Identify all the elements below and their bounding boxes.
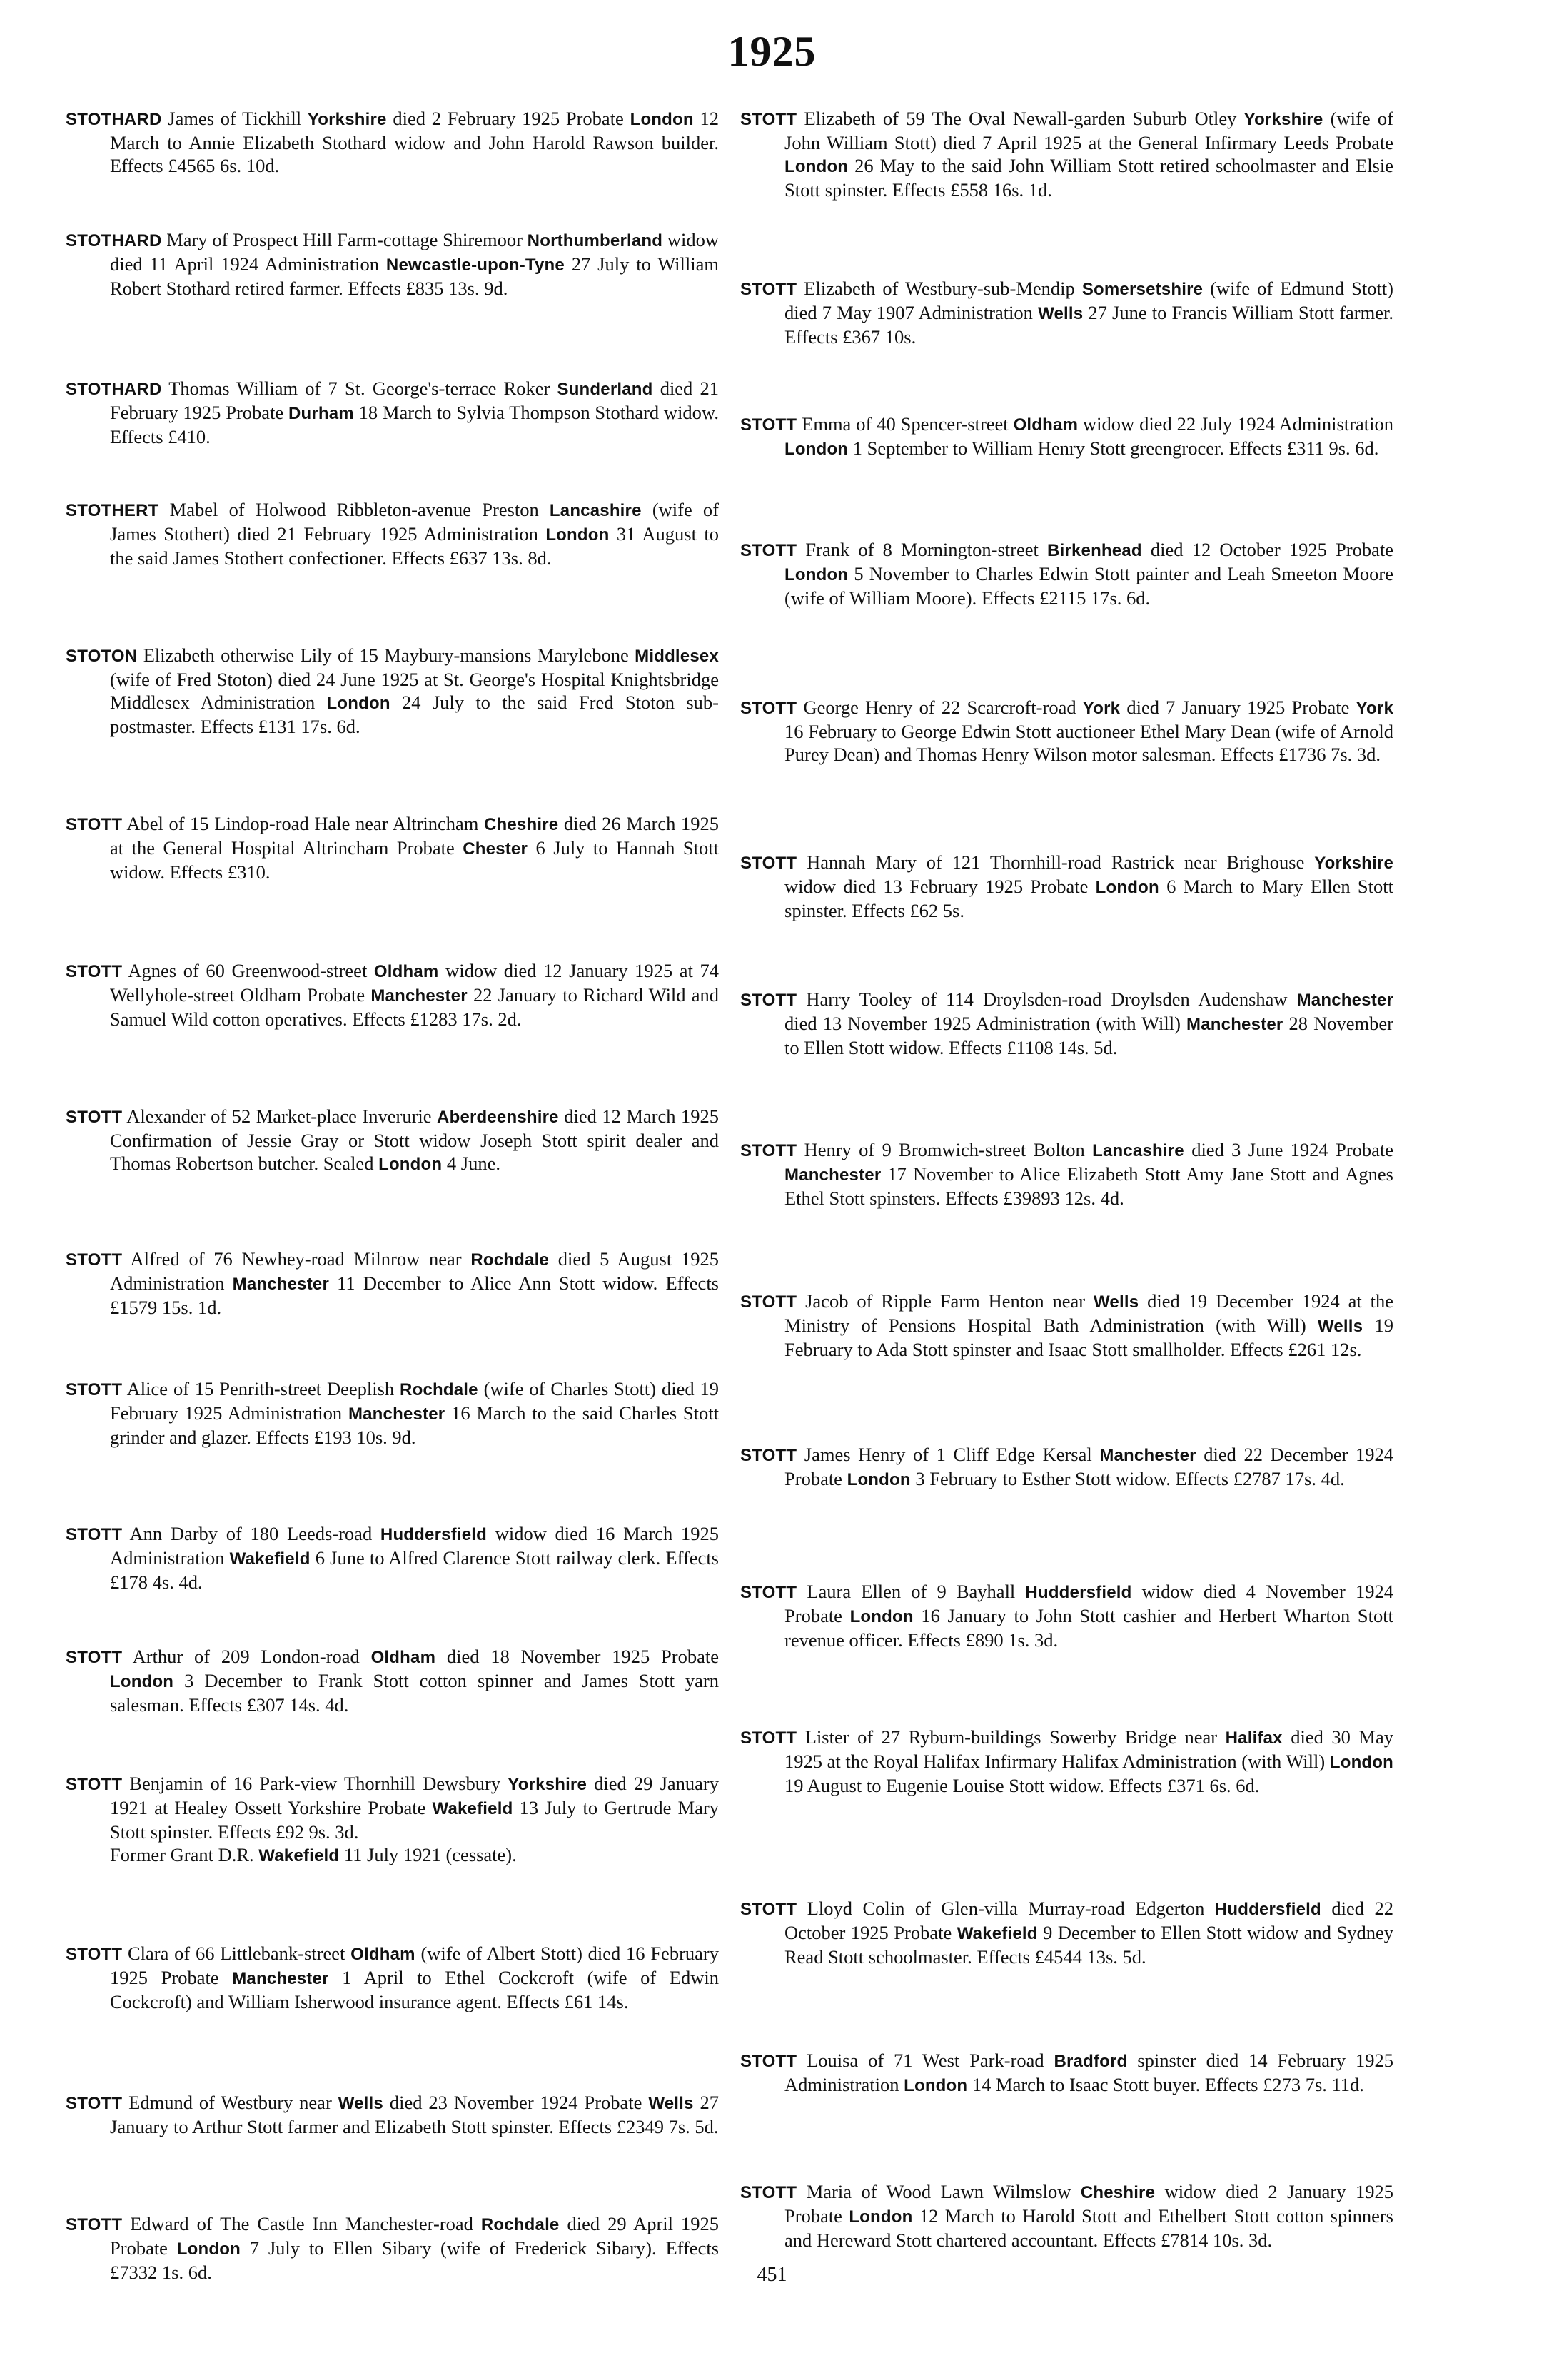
probate-entry [66, 228, 719, 300]
entry-surname: STOTT [66, 1525, 123, 1544]
entry-text: 24 July to the said Fred Stoton sub-postmaster. Effects £131 17s. 6d. [110, 692, 719, 737]
entry-text: 18 March to Sylvia Thompson Stothard widow. Effects £410. [110, 402, 719, 447]
entry-text: died 21 February 1925 Probate [110, 378, 719, 423]
entry-text: Alexander of 52 Market-place Inverurie [122, 1105, 438, 1127]
place-name: Wakefield [957, 1924, 1038, 1943]
place-name: Wakefield [432, 1799, 513, 1818]
entry-text: Thomas William of 7 St. George's-terrace Roker [161, 378, 557, 399]
probate-entry [740, 277, 1393, 348]
entry-text: 27 July to William Robert Stothard retired farmer. Effects £835 13s. 9d. [110, 253, 719, 299]
place-name: Bradford [1054, 2052, 1128, 2071]
entry-text: Emma of 40 Spencer-street [797, 413, 1014, 435]
probate-entry [66, 959, 719, 1031]
entry-text: 12 March to Harold Stott and Ethelbert Stott cotton spinners and Hereward Stott chartered accountant. Effects £7814 10s. 3d. [784, 2205, 1393, 2251]
place-name: Yorkshire [1243, 110, 1323, 129]
place-name: Yorkshire [307, 110, 387, 129]
probate-entry [740, 2049, 1393, 2097]
place-name: London [630, 110, 694, 129]
probate-entry [66, 107, 719, 177]
entry-text: Henry of 9 Bromwich-street Bolton [797, 1139, 1093, 1160]
entry-paragraph [740, 2180, 1393, 2252]
entry-paragraph [740, 1897, 1393, 1968]
entry-text: 17 November to Alice Elizabeth Stott Amy Jane Stott and Agnes Ethel Stott spinsters. Effects £39893 12s. 4d. [784, 1163, 1393, 1209]
place-name: London [847, 1470, 911, 1489]
entry-surname: STOTT [740, 1141, 797, 1160]
entry-text: Ann Darby of 180 Leeds-road [122, 1523, 380, 1544]
place-name: Durham [288, 404, 354, 423]
probate-entry [66, 1247, 719, 1319]
entry-surname: STOTT [66, 815, 123, 834]
entry-text: Harry Tooley of 114 Droylsden-road Droylsden Audenshaw [797, 988, 1297, 1010]
entry-paragraph [740, 1138, 1393, 1210]
entry-surname: STOTHARD [66, 110, 162, 129]
place-name: Wakefield [258, 1846, 340, 1865]
entry-text: Mary of Prospect Hill Farm-cottage Shiremoor [161, 229, 528, 250]
entry-paragraph [66, 1105, 719, 1176]
entry-text: 22 January to Richard Wild and Samuel Wild cotton operatives. Effects £1283 17s. 2d. [110, 984, 719, 1030]
entry-surname: STOTT [66, 1945, 123, 1964]
probate-entry [740, 1138, 1393, 1210]
entry-text: 3 February to Esther Stott widow. Effects £2787 17s. 4d. [910, 1468, 1345, 1489]
place-name: Wells [1094, 1292, 1139, 1312]
place-name: London [904, 2076, 968, 2095]
entry-text: Hannah Mary of 121 Thornhill-road Rastrick near Brighouse [797, 851, 1315, 873]
place-name: Manchester [348, 1404, 445, 1424]
entry-paragraph [66, 1377, 719, 1449]
entry-text: (wife of Edmund Stott) died 7 May 1907 Administration [784, 278, 1393, 323]
entry-text: James Henry of 1 Cliff Edge Kersal [797, 1444, 1100, 1465]
entry-text: (wife of Albert Stott) died 16 February 1925 Probate [110, 1943, 719, 1988]
place-name: Manchester [784, 1165, 882, 1185]
entry-text: 11 December to Alice Ann Stott widow. Effects £1579 15s. 1d. [110, 1272, 719, 1318]
entry-surname: STOTT [66, 1775, 123, 1794]
entry-text: 16 February to George Edwin Stott auctioneer Ethel Mary Dean (wife of Arnold Purey Dean) and Thomas Henry Wilson motor salesman. Effects £1736 7s. 3d. [784, 721, 1393, 765]
place-name: London [784, 440, 849, 459]
place-name: Wells [648, 2094, 694, 2113]
entry-text: Benjamin of 16 Park-view Thornhill Dewsbury [122, 1773, 508, 1794]
entry-text: 16 January to John Stott cashier and Herbert Wharton Stott revenue officer. Effects £890 1s. 3d. [784, 1605, 1393, 1651]
probate-entry [66, 1772, 719, 1868]
entry-text: 26 May to the said John William Stott retired schoolmaster and Elsie Stott spinster. Effects £558 16s. 1d. [784, 155, 1393, 201]
probate-entry [740, 538, 1393, 609]
entry-surname: STOTT [66, 1250, 123, 1270]
probate-entry [66, 498, 719, 569]
entry-paragraph [66, 1645, 719, 1716]
place-name: Oldham [1013, 415, 1079, 435]
probate-entry [66, 2091, 719, 2138]
entry-surname: STOTHERT [66, 501, 159, 520]
place-name: Manchester [1296, 991, 1393, 1010]
entry-paragraph [740, 538, 1393, 609]
entry-text: Louisa of 71 West Park-road [797, 2050, 1054, 2071]
entry-text: Lloyd Colin of Glen-villa Murray-road Edgerton [797, 1898, 1215, 1919]
entry-paragraph [66, 1522, 719, 1594]
place-name: Wells [1317, 1317, 1363, 1336]
entry-surname: STOTT [66, 962, 123, 981]
entry-text: 1 April to Ethel Cockcroft (wife of Edwin Cockcroft) and William Isherwood insurance agent. Effects £61 14s. [110, 1967, 719, 2012]
entry-text: died 7 January 1925 Probate [1120, 697, 1356, 718]
entry-text: James of Tickhill [161, 108, 308, 129]
entry-text: 14 March to Isaac Stott buyer. Effects £273 7s. 11d. [967, 2074, 1364, 2095]
place-name: Manchester [232, 1275, 330, 1294]
entry-surname: STOTT [740, 1728, 797, 1748]
entry-text: Elizabeth of Westbury-sub-Mendip [797, 278, 1082, 299]
entry-paragraph [740, 988, 1393, 1059]
place-name: Aberdeenshire [437, 1108, 559, 1127]
entry-text: 6 March to Mary Ellen Stott spinster. Effects £62 5s. [784, 876, 1393, 921]
probate-entry [740, 696, 1393, 766]
probate-entry [66, 1942, 719, 2013]
entry-text: (wife of Charles Stott) died 19 February 1925 Administration [110, 1378, 719, 1424]
entry-surname: STOTT [740, 541, 797, 560]
entry-text: Jacob of Ripple Farm Henton near [797, 1290, 1094, 1312]
entry-paragraph [740, 2049, 1393, 2097]
entry-text: 6 June to Alfred Clarence Stott railway clerk. Effects £178 4s. 4d. [110, 1547, 719, 1593]
entry-paragraph [66, 107, 719, 177]
probate-entry [740, 412, 1393, 461]
place-name: London [110, 1672, 174, 1691]
place-name: Huddersfield [1025, 1583, 1132, 1602]
place-name: York [1082, 699, 1121, 718]
entry-text: Alfred of 76 Newhey-road Milnrow near [122, 1248, 471, 1270]
entry-text: Abel of 15 Lindop-road Hale near Altrincham [122, 813, 484, 834]
place-name: Wells [1038, 304, 1084, 323]
entry-paragraph [740, 851, 1393, 922]
entry-text: 3 December to Frank Stott cotton spinner and James Stott yarn salesman. Effects £307 14s. 4d. [110, 1670, 719, 1716]
entry-text: died 2 February 1925 Probate [386, 108, 630, 129]
entry-text: Former Grant D.R. [110, 1844, 259, 1865]
entry-surname: STOTON [66, 647, 138, 666]
entry-text: died 22 October 1925 Probate [784, 1898, 1394, 1943]
probate-entry [66, 377, 719, 448]
entry-text: (wife of Fred Stoton) died 24 June 1925 at St. George's Hospital Knightsbridge Middlesex Administration [110, 669, 719, 713]
entry-text: 5 November to Charles Edwin Stott painter and Leah Smeeton Moore (wife of William Moore). Effects £2115 17s. 6d. [784, 563, 1393, 609]
entry-text: Mabel of Holwood Ribbleton-avenue Preston [158, 499, 550, 520]
entry-surname: STOTHARD [66, 231, 162, 250]
place-name: London [849, 2207, 913, 2227]
place-name: Chester [463, 839, 528, 859]
probate-entry [66, 1377, 719, 1449]
entry-text: died 23 November 1924 Probate [383, 2092, 649, 2113]
entry-text: George Henry of 22 Scarcroft-road [797, 697, 1083, 718]
place-name: Huddersfield [1214, 1900, 1321, 1919]
entry-text: Elizabeth of 59 The Oval Newall-garden Suburb Otley [797, 108, 1244, 129]
entry-text: widow died 13 February 1925 Probate [784, 876, 1096, 897]
place-name: Rochdale [400, 1380, 478, 1399]
place-name: Halifax [1225, 1728, 1283, 1748]
entry-paragraph [740, 696, 1393, 766]
place-name: Oldham [370, 1648, 436, 1667]
entry-surname: STOTT [740, 2052, 797, 2071]
entry-surname: STOTT [740, 991, 797, 1010]
probate-entry [66, 644, 719, 738]
entry-text: spinster died 14 February 1925 Administration [784, 2050, 1393, 2095]
entry-text: (wife of John William Stott) died 7 April 1925 at the General Infirmary Leeds Probate [784, 108, 1393, 153]
page-year: 1925 [727, 28, 817, 75]
probate-entry [740, 1443, 1393, 1492]
entry-text: 13 July to Gertrude Mary Stott spinster. Effects £92 9s. 3d. [110, 1797, 719, 1843]
place-name: London [176, 2239, 241, 2259]
probate-entry [740, 1726, 1393, 1797]
entry-text: widow died 11 April 1924 Administration [110, 229, 720, 275]
place-name: London [378, 1155, 443, 1174]
entry-surname: STOTT [740, 2183, 797, 2202]
entry-text: Edmund of Westbury near [122, 2092, 338, 2113]
entry-paragraph [66, 377, 719, 448]
entry-paragraph [740, 1726, 1393, 1797]
entry-text: 19 February to Ada Stott spinster and Isaac Stott smallholder. Effects £261 12s. [784, 1315, 1393, 1360]
entry-text: died 12 March 1925 Confirmation of Jessie Gray or Stott widow Joseph Stott spirit dealer and Thomas Robertson butcher. Sealed [110, 1105, 719, 1174]
entry-surname: STOTT [66, 1380, 123, 1399]
entry-text: Elizabeth otherwise Lily of 15 Maybury-mansions Marylebone [137, 644, 635, 666]
place-name: Northumberland [527, 231, 663, 250]
entry-text: widow died 16 March 1925 Administration [110, 1523, 719, 1569]
place-name: Cheshire [483, 815, 559, 834]
entry-text: Agnes of 60 Greenwood-street [122, 960, 374, 981]
place-name: Cheshire [1080, 2183, 1156, 2202]
entry-text: 9 December to Ellen Stott widow and Sydney Read Stott schoolmaster. Effects £4544 13s. 5d. [784, 1922, 1393, 1968]
place-name: Newcastle-upon-Tyne [385, 255, 565, 275]
place-name: Oldham [373, 962, 439, 981]
entry-text: died 12 October 1925 Probate [1141, 539, 1393, 560]
entry-paragraph [740, 107, 1393, 201]
entry-surname: STOTT [740, 854, 797, 873]
entry-text: 4 June. [442, 1153, 500, 1174]
probate-entry [66, 812, 719, 883]
entry-surname: STOTT [740, 280, 797, 299]
place-name: Yorkshire [1314, 854, 1393, 873]
entry-text: Edward of The Castle Inn Manchester-road [122, 2213, 481, 2234]
entry-text: 12 March to Annie Elizabeth Stothard widow and John Harold Rawson builder. Effects £4565 6s. 10d. [110, 108, 719, 176]
probate-entry [740, 1897, 1393, 1968]
place-name: London [849, 1607, 914, 1626]
entry-surname: STOTT [740, 1583, 797, 1602]
place-name: Wakefield [229, 1549, 311, 1569]
entry-paragraph [66, 228, 719, 300]
entry-text: died 18 November 1925 Probate [435, 1646, 719, 1667]
place-name: London [1095, 878, 1159, 897]
entry-text: 6 July to Hannah Stott widow. Effects £310. [110, 837, 719, 883]
entry-text: Laura Ellen of 9 Bayhall [797, 1581, 1026, 1602]
entry-surname: STOTT [66, 1648, 123, 1667]
entry-text: died 5 August 1925 Administration [110, 1248, 719, 1294]
entry-text: widow died 22 July 1924 Administration [1078, 413, 1394, 435]
entry-paragraph [740, 1443, 1393, 1492]
entry-paragraph [66, 1942, 719, 2013]
page-number: 451 [757, 2264, 787, 2286]
place-name: York [1356, 699, 1393, 718]
entry-text: Maria of Wood Lawn Wilmslow [797, 2181, 1081, 2202]
entry-text: 1 September to William Henry Stott greengrocer. Effects £311 9s. 6d. [848, 437, 1379, 459]
place-name: Lancashire [549, 501, 642, 520]
place-name: Birkenhead [1047, 541, 1142, 560]
place-name: Lancashire [1092, 1141, 1184, 1160]
entry-text: died 29 January 1921 at Healey Ossett Yorkshire Probate [110, 1773, 719, 1818]
entry-surname: STOTT [740, 110, 797, 129]
place-name: Manchester [1099, 1446, 1196, 1465]
probate-entry [740, 1580, 1393, 1651]
entry-paragraph [66, 812, 719, 883]
probate-entry [740, 2180, 1393, 2252]
entry-paragraph [740, 1290, 1393, 1361]
entry-text: 19 August to Eugenie Louise Stott widow. Effects £371 6s. 6d. [784, 1775, 1260, 1796]
entry-paragraph [740, 277, 1393, 348]
entry-paragraph [66, 1247, 719, 1319]
entry-text: 16 March to the said Charles Stott grinder and glazer. Effects £193 10s. 9d. [110, 1402, 719, 1448]
entry-surname: STOTT [740, 1292, 797, 1312]
probate-entry [66, 1105, 719, 1176]
entry-text: died 3 June 1924 Probate [1184, 1139, 1393, 1160]
place-name: Middlesex [635, 647, 719, 666]
place-name: Oldham [350, 1945, 415, 1964]
place-name: Yorkshire [508, 1775, 587, 1794]
entry-text: Clara of 66 Littlebank-street [122, 1943, 351, 1964]
entry-surname: STOTT [66, 2215, 123, 2234]
entry-text: (wife of James Stothert) died 21 February 1925 Administration [110, 499, 719, 545]
probate-entry [740, 988, 1393, 1059]
place-name: Rochdale [470, 1250, 549, 1270]
entry-text: Arthur of 209 London-road [122, 1646, 371, 1667]
entry-text: 27 June to Francis William Stott farmer. Effects £367 10s. [784, 302, 1393, 348]
entry-text: 7 July to Ellen Sibary (wife of Frederick Sibary). Effects £7332 1s. 6d. [110, 2237, 720, 2283]
entry-text: widow died 12 January 1925 at 74 Wellyhole-street Oldham Probate [110, 960, 719, 1006]
place-name: Manchester [370, 986, 468, 1006]
entry-text: widow died 4 November 1924 Probate [784, 1581, 1393, 1626]
entry-paragraph [66, 2091, 719, 2138]
probate-entry [740, 107, 1393, 201]
entry-paragraph [740, 412, 1393, 461]
entry-paragraph [66, 644, 719, 738]
place-name: Rochdale [480, 2215, 560, 2234]
place-name: Sunderland [557, 380, 653, 399]
entry-text: 27 January to Arthur Stott farmer and Elizabeth Stott spinster. Effects £2349 7s. 5d. [110, 2092, 719, 2137]
entry-text: died 13 November 1925 Administration (with Will) [784, 1013, 1187, 1034]
place-name: London [784, 157, 849, 176]
place-name: Manchester [232, 1969, 329, 1988]
entry-paragraph [740, 1580, 1393, 1651]
probate-entry [66, 1645, 719, 1716]
entry-former-grant [66, 1843, 719, 1868]
entry-text: died 29 April 1925 Probate [110, 2213, 719, 2259]
entry-paragraph [66, 959, 719, 1031]
entry-text: Lister of 27 Ryburn-buildings Sowerby Bridge near [797, 1726, 1226, 1748]
entry-text: widow died 2 January 1925 Probate [784, 2181, 1393, 2227]
place-name: London [784, 565, 849, 584]
entry-surname: STOTT [66, 1108, 123, 1127]
entry-surname: STOTHARD [66, 380, 162, 399]
probate-entry [740, 1290, 1393, 1361]
place-name: Somersetshire [1081, 280, 1204, 299]
entry-text: 11 July 1921 (cessate). [339, 1844, 517, 1865]
entry-surname: STOTT [66, 2094, 123, 2113]
entry-surname: STOTT [740, 699, 797, 718]
entry-text: 31 August to the said James Stothert confectioner. Effects £637 13s. 8d. [110, 523, 719, 569]
entry-paragraph [66, 1772, 719, 1843]
entry-surname: STOTT [740, 1446, 797, 1465]
place-name: Huddersfield [380, 1525, 487, 1544]
entry-text: died 22 December 1924 Probate [784, 1444, 1393, 1489]
entry-text: Frank of 8 Mornington-street [797, 539, 1048, 560]
place-name: London [1329, 1753, 1394, 1772]
entry-text: 28 November to Ellen Stott widow. Effects £1108 14s. 5d. [784, 1013, 1393, 1058]
place-name: Wells [338, 2094, 383, 2113]
entry-surname: STOTT [740, 1900, 797, 1919]
entry-paragraph [66, 498, 719, 569]
probate-entry [66, 1522, 719, 1594]
entry-surname: STOTT [740, 415, 797, 435]
entry-text: Alice of 15 Penrith-street Deeplish [122, 1378, 400, 1399]
entry-text: died 19 December 1924 at the Ministry of Pensions Hospital Bath Administration (with Will) [784, 1290, 1394, 1336]
place-name: Manchester [1186, 1015, 1283, 1034]
place-name: London [326, 694, 390, 713]
entry-text: died 30 May 1925 at the Royal Halifax Infirmary Halifax Administration (with Will) [784, 1726, 1393, 1772]
place-name: London [545, 525, 610, 545]
probate-entry [740, 851, 1393, 922]
entry-text: died 26 March 1925 at the General Hospital Altrincham Probate [110, 813, 719, 859]
